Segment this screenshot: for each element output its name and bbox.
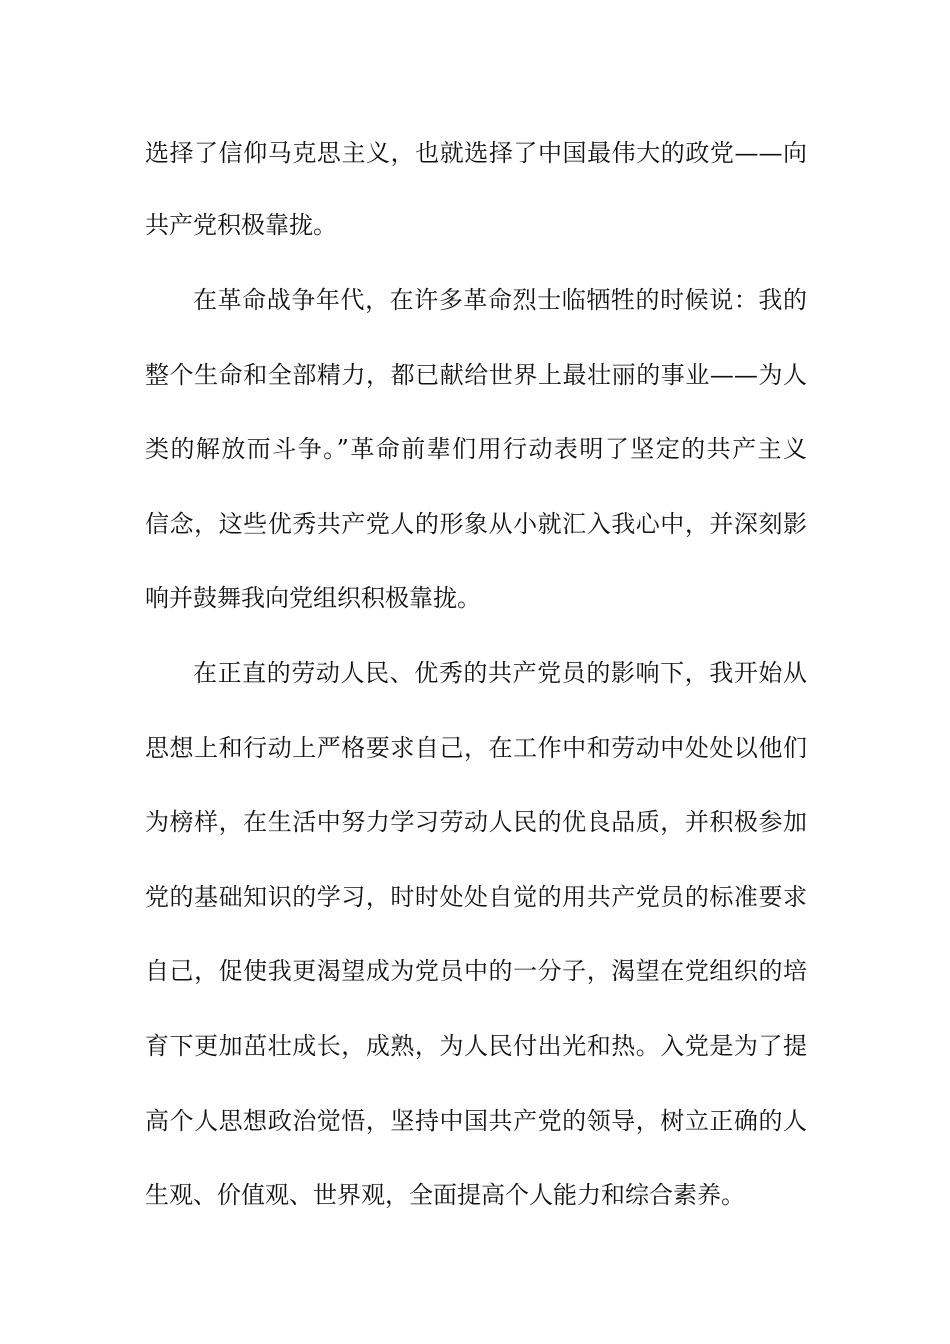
text-line: 类的解放而斗争。”革命前辈们用行动表明了坚定的共产主义 (145, 435, 807, 463)
text-line: 在革命战争年代，在许多革命烈士临牺牲的时候说：我的 (193, 286, 807, 314)
text-line: 党的基础知识的学习，时时处处自觉的用共产党员的标准要求 (145, 883, 807, 911)
text-line: 为榜样，在生活中努力学习劳动人民的优良品质，并积极参加 (145, 808, 807, 836)
text-line: 选择了信仰马克思主义，也就选择了中国最伟大的政党——向 (145, 139, 807, 167)
text-line: 信念，这些优秀共产党人的形象从小就汇入我心中，并深刻影 (145, 510, 807, 538)
text-line: 整个生命和全部精力，都已献给世界上最壮丽的事业——为人 (145, 361, 807, 389)
text-line: 生观、价值观、世界观，全面提高个人能力和综合素养。 (145, 1181, 745, 1209)
text-line: 育下更加茁壮成长，成熟，为人民付出光和热。入党是为了提 (145, 1032, 807, 1060)
text-line: 共产党积极靠拢。 (145, 211, 337, 239)
text-line: 在正直的劳动人民、优秀的共产党员的影响下，我开始从 (193, 659, 807, 687)
text-line: 高个人思想政治觉悟，坚持中国共产党的领导，树立正确的人 (145, 1107, 807, 1135)
text-line: 响并鼓舞我向党组织积极靠拢。 (145, 584, 481, 612)
text-line: 自己，促使我更渴望成为党员中的一分子，渴望在党组织的培 (145, 957, 807, 985)
text-line: 思想上和行动上严格要求自己，在工作中和劳动中处处以他们 (145, 734, 807, 762)
